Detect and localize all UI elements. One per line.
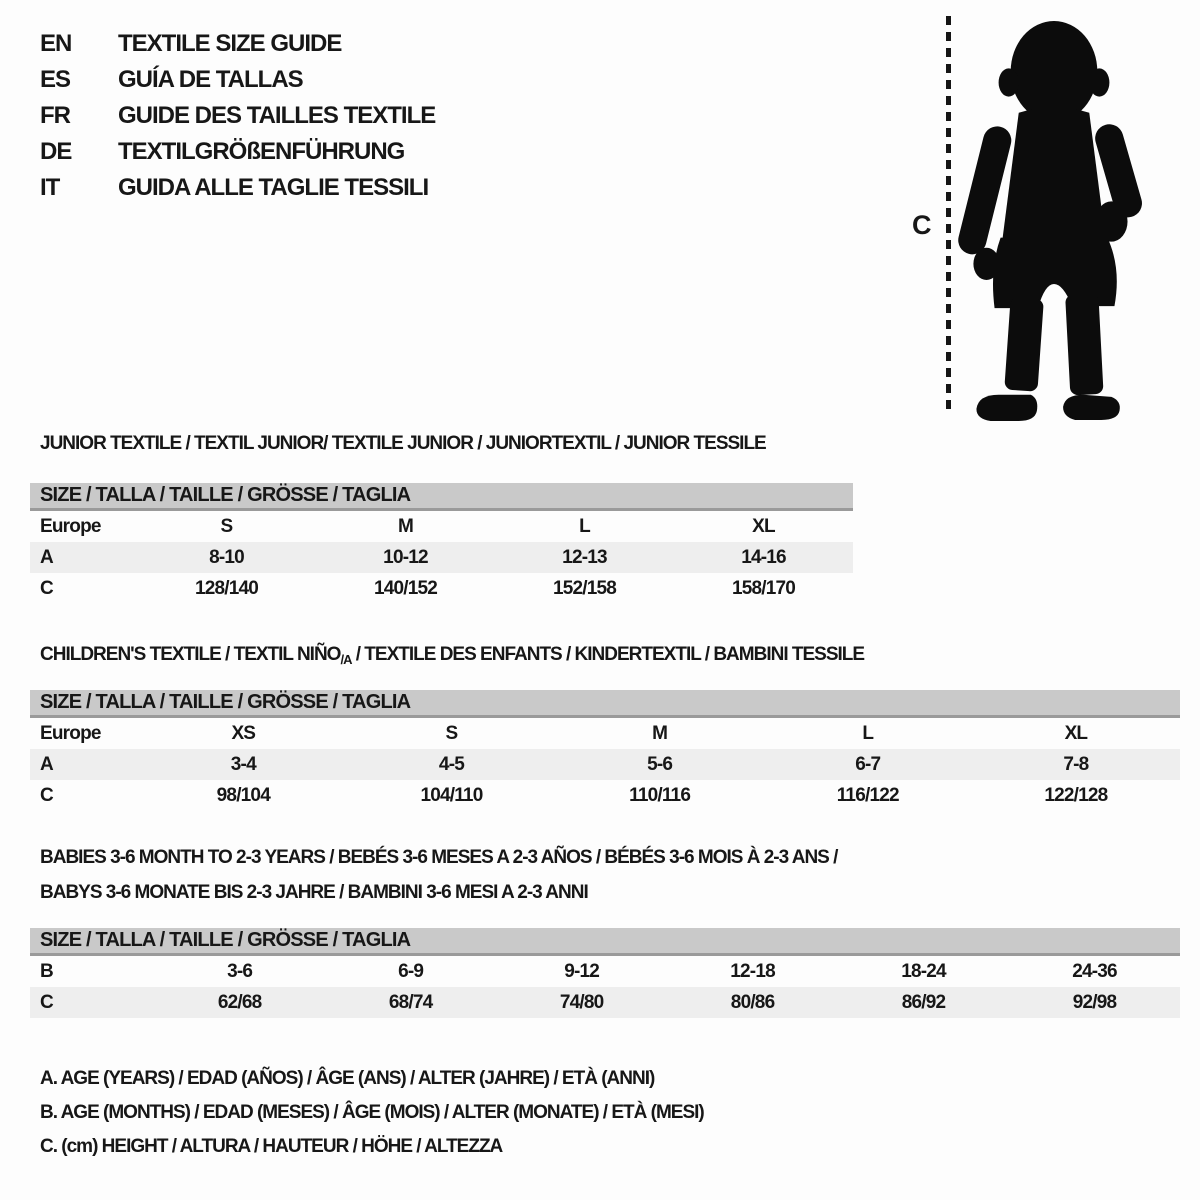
value-cell: 110/116 (629, 784, 691, 806)
guide-title: TEXTILGRÖßENFÜHRUNG (118, 138, 405, 165)
children-section-heading (40, 644, 864, 667)
size-header-cell: M (397, 515, 413, 537)
value-cell: 62/68 (217, 991, 262, 1013)
value-cell: 9-12 (564, 960, 600, 982)
value-cell: 18-24 (901, 960, 946, 982)
value-cell: 12-18 (730, 960, 775, 982)
guide-title: TEXTILE SIZE GUIDE (118, 30, 342, 57)
value-cell: 24-36 (1072, 960, 1117, 982)
value-cell: 7-8 (1063, 753, 1089, 775)
row-label-cell: C (40, 784, 53, 806)
value-cell: 158/170 (731, 577, 796, 599)
value-cell: 10-12 (383, 546, 428, 568)
value-cell: 86/92 (901, 991, 946, 1013)
guide-title: GUIDA ALLE TAGLIE TESSILI (118, 174, 429, 201)
size-header-cell: XL (752, 515, 775, 537)
babies-size-bar: SIZE / TALLA / TAILLE / GRÖSSE / TAGLIA (30, 928, 1180, 956)
children-size-table (30, 690, 1180, 811)
value-cell: 122/128 (1044, 784, 1108, 806)
language-title-list (40, 26, 435, 206)
value-cell: 128/140 (194, 577, 259, 599)
size-header-cell: M (652, 722, 668, 744)
language-code: FR (40, 102, 70, 129)
value-cell: 116/122 (836, 784, 899, 806)
value-cell: 98/104 (216, 784, 270, 806)
height-measure-label: C (912, 210, 931, 240)
size-header-cell: L (862, 722, 874, 744)
value-cell: 80/86 (730, 991, 775, 1013)
value-cell: 74/80 (559, 991, 604, 1013)
babies-height-row (30, 987, 1180, 1018)
value-cell: 14-16 (741, 546, 786, 568)
row-label-cell: A (40, 753, 53, 775)
note-height-cm: C. (cm) HEIGHT / ALTURA / HAUTEUR / HÖHE / ALTEZZA (40, 1136, 503, 1157)
language-row-fr (40, 98, 435, 134)
babies-heading-line1: BABIES 3-6 MONTH TO 2-3 YEARS / BEBÉS 3-6 MESES A 2-3 AÑOS / BÉBÉS 3-6 MOIS À 2-3 ANS / (40, 847, 838, 868)
junior-height-row (30, 573, 853, 604)
children-heading-subscript: /A (340, 652, 352, 667)
value-cell: 5-6 (647, 753, 673, 775)
value-cell: 8-10 (209, 546, 244, 568)
row-label-cell: A (40, 546, 53, 568)
value-cell: 4-5 (438, 753, 464, 775)
babies-months-row (30, 956, 1180, 987)
height-dashed-line (946, 16, 951, 416)
children-height-row (30, 780, 1180, 811)
size-header-cell: S (220, 515, 233, 537)
language-row-es (40, 62, 435, 98)
babies-section-heading (40, 840, 837, 910)
children-heading-text: / TEXTILE DES ENFANTS / KINDERTEXTIL / BAMBINI TESSILE (351, 644, 865, 665)
value-cell: 3-6 (227, 960, 253, 982)
row-label-cell: C (40, 577, 53, 599)
size-header-cell: L (579, 515, 590, 537)
legend-notes (40, 1062, 704, 1164)
language-row-de (40, 134, 435, 170)
value-cell: 152/158 (552, 577, 617, 599)
region-label-cell: Europe (40, 722, 101, 744)
region-label-cell: Europe (40, 515, 101, 537)
babies-table (30, 956, 1180, 1018)
children-table (30, 718, 1180, 811)
value-cell: 6-9 (398, 960, 424, 982)
row-label-cell: B (40, 960, 53, 982)
junior-size-bar: SIZE / TALLA / TAILLE / GRÖSSE / TAGLIA (30, 483, 853, 511)
value-cell: 3-4 (230, 753, 256, 775)
size-header-cell: XL (1064, 722, 1088, 744)
language-code: DE (40, 138, 72, 165)
babies-size-table (30, 928, 1180, 1018)
guide-title: GUIDE DES TAILLES TEXTILE (118, 102, 436, 129)
junior-header-row (30, 511, 853, 542)
children-size-bar: SIZE / TALLA / TAILLE / GRÖSSE / TAGLIA (30, 690, 1180, 718)
junior-table (30, 511, 853, 604)
junior-size-table (30, 483, 853, 604)
value-cell: 68/74 (388, 991, 433, 1013)
language-row-it (40, 170, 435, 206)
value-cell: 92/98 (1072, 991, 1117, 1013)
language-code: EN (40, 30, 72, 57)
value-cell: 12-13 (562, 546, 607, 568)
language-code: IT (40, 174, 60, 201)
value-cell: 140/152 (373, 577, 438, 599)
note-age-years: A. AGE (YEARS) / EDAD (AÑOS) / ÂGE (ANS) / ALTER (JAHRE) / ETÀ (ANNI) (40, 1068, 655, 1089)
babies-heading-line2: BABYS 3-6 MONATE BIS 2-3 JAHRE / BAMBINI 3-6 MESI A 2-3 ANNI (40, 882, 588, 903)
guide-title: GUÍA DE TALLAS (118, 66, 303, 93)
language-row-en (40, 26, 435, 62)
size-header-cell: S (445, 722, 458, 744)
row-label-cell: C (40, 991, 53, 1013)
children-heading-text: CHILDREN'S TEXTILE / TEXTIL NIÑO (40, 644, 341, 665)
value-cell: 6-7 (855, 753, 881, 775)
note-age-months: B. AGE (MONTHS) / EDAD (MESES) / ÂGE (MOIS) / ALTER (MONATE) / ETÀ (MESI) (40, 1102, 704, 1123)
junior-age-row (30, 542, 853, 573)
junior-section-heading: JUNIOR TEXTILE / TEXTIL JUNIOR/ TEXTILE JUNIOR / JUNIORTEXTIL / JUNIOR TESSILE (40, 433, 766, 454)
children-header-row (30, 718, 1180, 749)
children-age-row (30, 749, 1180, 780)
toddler-silhouette-image (958, 14, 1150, 422)
value-cell: 104/110 (420, 784, 483, 806)
size-header-cell: XS (231, 722, 256, 744)
language-code: ES (40, 66, 71, 93)
